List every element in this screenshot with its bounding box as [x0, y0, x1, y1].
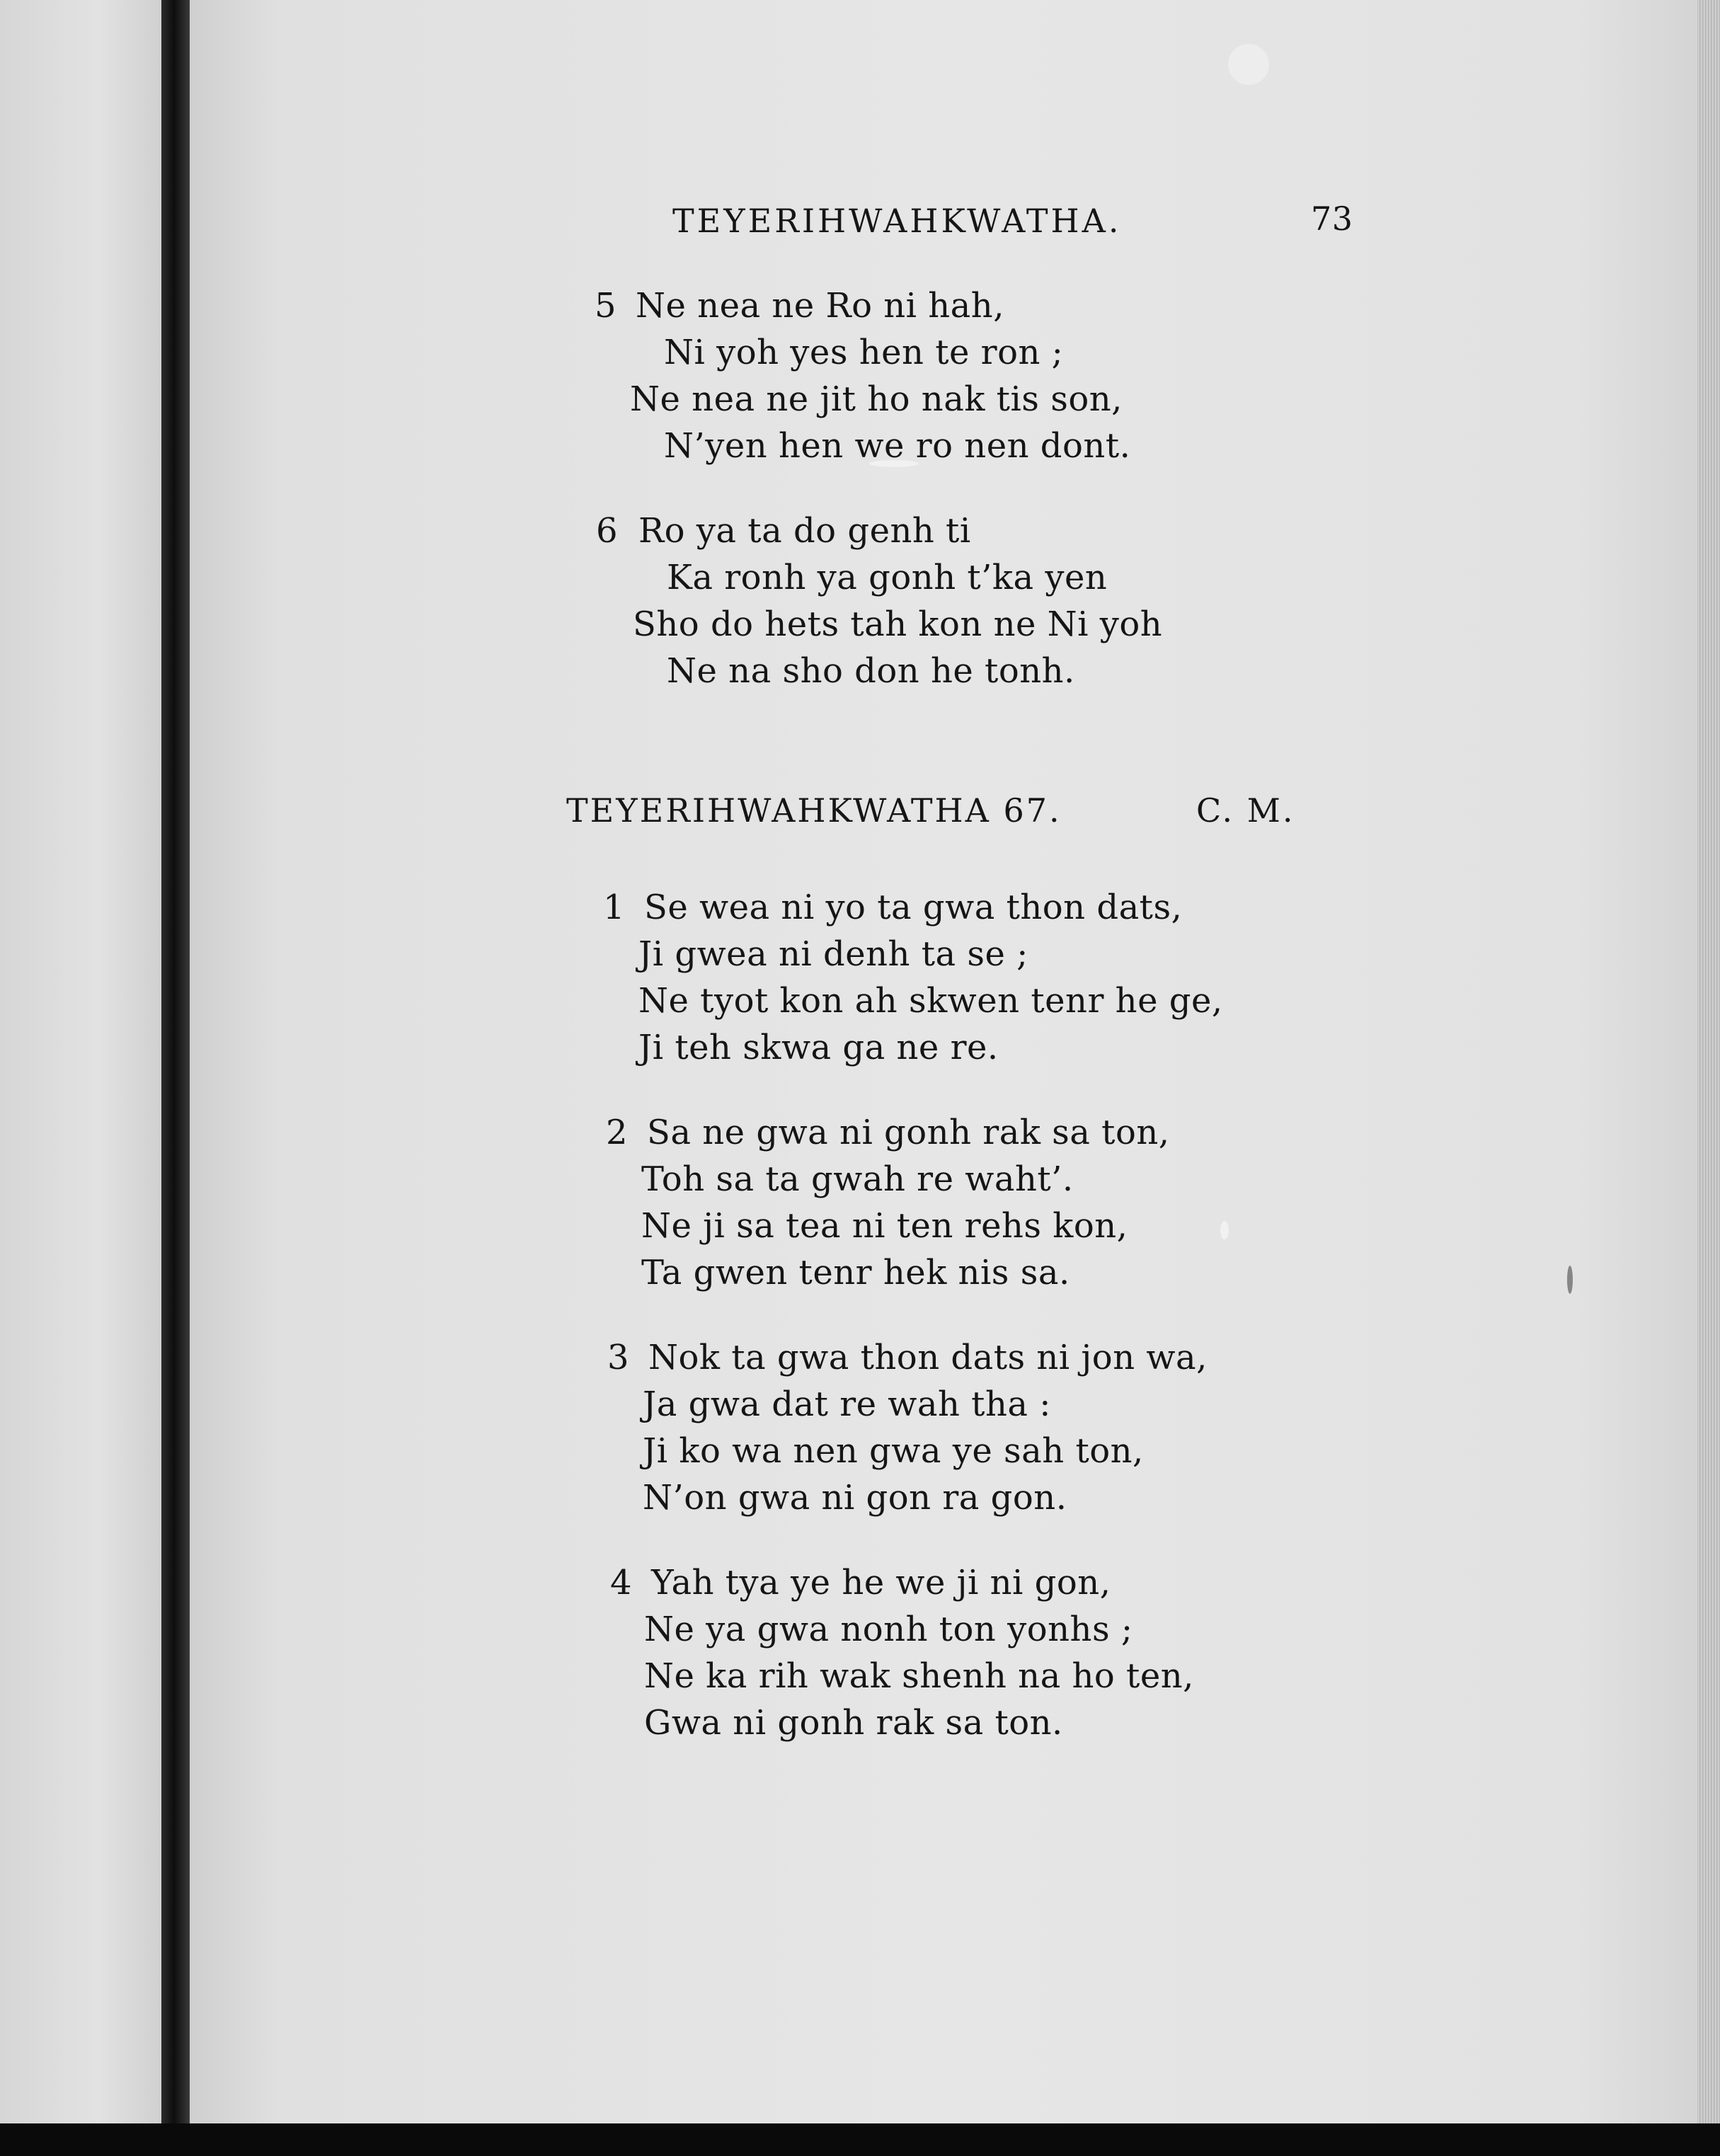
verse-line: Ji gwea ni denh ta se ; — [638, 934, 1028, 974]
verse-line: Ne nea ne jit ho nak tis son, — [630, 379, 1123, 419]
verse-line: Ne tyot kon ah skwen tenr he ge, — [638, 981, 1223, 1021]
verse-line: Ka ronh ya gonh t’ka yen — [667, 558, 1108, 597]
verse-line: Ni yoh yes hen te ron ; — [664, 333, 1064, 372]
verse-line: Ji teh skwa ga ne re. — [638, 1028, 999, 1067]
verse-line: Toh sa ta gwah re waht’. — [641, 1159, 1074, 1199]
scan-border — [0, 2123, 1720, 2156]
paper-speck — [1228, 44, 1269, 85]
verse-line: Ta gwen tenr hek nis sa. — [641, 1253, 1070, 1292]
verse-line: Ne ka rih wak shenh na ho ten, — [644, 1656, 1194, 1696]
verse-number: 6 — [596, 511, 618, 551]
verse-line: Sho do hets tah kon ne Ni yoh — [633, 604, 1163, 644]
hymn-title: TEYERIHWAHKWATHA 67. — [566, 791, 1062, 830]
verse-line: Ro ya ta do genh ti — [638, 511, 971, 551]
left-page-edge — [0, 0, 164, 2138]
verse-number: 3 — [607, 1338, 629, 1377]
page-number: 73 — [1311, 200, 1353, 238]
paper-speck — [1220, 1221, 1229, 1239]
verse-number: 1 — [603, 888, 625, 927]
verse-line: Yah tya ye he we ji ni gon, — [651, 1563, 1111, 1602]
verse-number: 4 — [610, 1563, 632, 1602]
verse-line: Se wea ni yo ta gwa thon dats, — [644, 888, 1183, 927]
running-head: TEYERIHWAHKWATHA. — [672, 202, 1122, 240]
page-stack-edge — [1697, 0, 1720, 2123]
verse-line: N’yen hen we ro nen dont. — [664, 426, 1131, 466]
paper-speck — [1567, 1266, 1573, 1294]
verse-line: Ne na sho don he tonh. — [667, 651, 1075, 691]
verse-line: N’on gwa ni gon ra gon. — [643, 1478, 1067, 1518]
verse-line: Ji ko wa nen gwa ye sah ton, — [643, 1431, 1144, 1471]
verse-number: 2 — [606, 1113, 628, 1152]
verse-line: Ne nea ne Ro ni hah, — [636, 286, 1004, 326]
verse-line: Ja gwa dat re wah tha : — [643, 1384, 1051, 1424]
verse-line: Sa ne gwa ni gonh rak sa ton, — [647, 1113, 1170, 1152]
verse-number: 5 — [595, 286, 617, 326]
verse-line: Nok ta gwa thon dats ni jon wa, — [648, 1338, 1208, 1377]
verse-line: Ne ya gwa nonh ton yonhs ; — [644, 1610, 1133, 1649]
hymn-meter: C. M. — [1196, 791, 1295, 830]
verse-line: Ne ji sa tea ni ten rehs kon, — [641, 1206, 1128, 1246]
verse-line: Gwa ni gonh rak sa ton. — [644, 1703, 1063, 1743]
book-gutter — [161, 0, 190, 2138]
